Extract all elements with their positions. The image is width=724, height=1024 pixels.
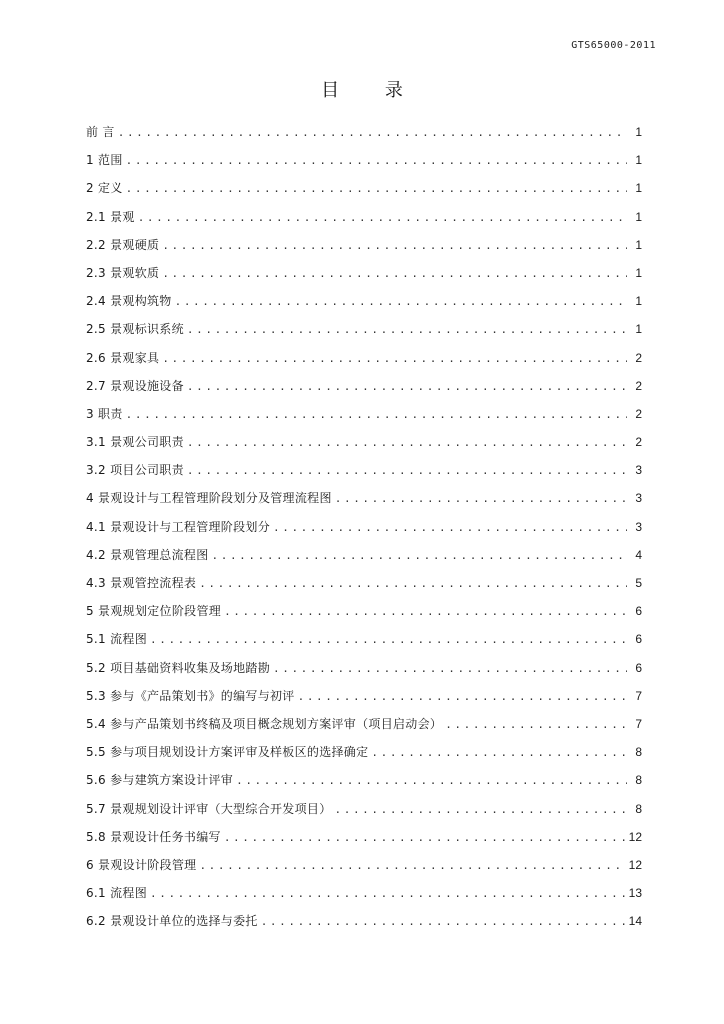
toc-entry-label: 4.3 景观管控流程表 — [86, 576, 197, 590]
toc-entry[interactable] — [86, 456, 642, 484]
standard-code: GTS65000-2011 — [571, 40, 656, 51]
table-of-contents — [86, 118, 642, 935]
toc-entry[interactable] — [86, 428, 642, 456]
toc-entry[interactable] — [86, 710, 642, 738]
toc-entry-label: 5.7 景观规划设计评审（大型综合开发项目） — [86, 801, 332, 816]
toc-entry-label: 5.4 参与产品策划书终稿及项目概念规划方案评审（项目启动会） — [86, 716, 443, 731]
toc-entry-page-number: 7 — [635, 688, 642, 703]
toc-entry[interactable] — [86, 513, 642, 541]
toc-dot-leader — [150, 880, 626, 907]
toc-entry-label: 2.4 景观构筑物 — [86, 294, 172, 309]
toc-entry-label: 3.1 景观公司职责 — [86, 435, 184, 450]
toc-entry-page-number: 1 — [635, 322, 642, 337]
toc-entry[interactable] — [86, 682, 642, 710]
toc-dot-leader — [298, 683, 627, 710]
toc-entry[interactable] — [86, 597, 642, 625]
toc-entry-label: 3.2 项目公司职责 — [86, 463, 184, 478]
toc-dot-leader — [162, 260, 627, 287]
toc-entry-page-number: 2 — [635, 350, 642, 365]
toc-entry[interactable] — [86, 851, 642, 879]
toc-entry-page-number: 8 — [635, 773, 642, 788]
toc-entry[interactable] — [86, 823, 642, 851]
toc-entry[interactable] — [86, 907, 642, 935]
toc-entry-label: 2.3 景观软质 — [86, 265, 160, 280]
toc-entry-label: 2.7 景观设施设备 — [86, 378, 184, 393]
toc-entry-page-number: 3 — [635, 463, 642, 478]
toc-dot-leader — [236, 767, 627, 794]
toc-entry-label: 2.6 景观家具 — [86, 350, 160, 365]
toc-dot-leader — [118, 119, 627, 146]
toc-entry-label: 4.2 景观管理总流程图 — [86, 547, 209, 562]
toc-dot-leader — [371, 739, 627, 766]
toc-entry-page-number: 1 — [635, 294, 642, 309]
toc-entry[interactable] — [86, 400, 642, 428]
toc-dot-leader — [187, 316, 627, 343]
toc-entry-page-number: 8 — [635, 801, 642, 816]
toc-entry-page-number: 12 — [628, 829, 642, 844]
toc-entry[interactable] — [86, 569, 642, 597]
toc-entry[interactable] — [86, 118, 642, 146]
toc-entry-page-number: 7 — [635, 716, 642, 731]
toc-entry-label: 4.1 景观设计与工程管理阶段划分 — [86, 519, 270, 534]
toc-entry[interactable] — [86, 174, 642, 202]
toc-entry-label: 5.2 项目基础资料收集及场地踏勘 — [86, 660, 270, 675]
toc-entry[interactable] — [86, 315, 642, 343]
toc-dot-leader — [126, 175, 627, 202]
toc-entry[interactable] — [86, 203, 642, 231]
toc-dot-leader — [126, 401, 627, 428]
toc-entry-page-number: 1 — [635, 153, 642, 168]
toc-entry-label: 2.1 景观 — [86, 209, 135, 224]
toc-dot-leader — [187, 373, 627, 400]
toc-entry-page-number: 14 — [628, 914, 642, 929]
toc-entry-page-number: 4 — [635, 547, 642, 562]
toc-entry[interactable] — [86, 484, 642, 512]
toc-entry-page-number: 1 — [635, 265, 642, 280]
toc-entry-page-number: 13 — [628, 886, 642, 901]
toc-entry[interactable] — [86, 287, 642, 315]
toc-dot-leader — [187, 457, 627, 484]
toc-dot-leader — [138, 204, 627, 231]
toc-dot-leader — [162, 232, 627, 259]
toc-entry-page-number: 1 — [635, 181, 642, 196]
toc-dot-leader — [199, 852, 625, 879]
toc-dot-leader — [224, 824, 626, 851]
toc-entry-page-number: 2 — [635, 378, 642, 393]
toc-entry-label: 2.2 景观硬质 — [86, 237, 160, 252]
toc-entry-page-number: 6 — [635, 632, 642, 647]
toc-entry-label: 4 景观设计与工程管理阶段划分及管理流程图 — [86, 491, 332, 506]
page-title: 目 录 — [321, 80, 423, 101]
toc-entry-label: 5.1 流程图 — [86, 632, 147, 647]
toc-entry-label: 5.8 景观设计任务书编写 — [86, 829, 221, 844]
toc-entry[interactable] — [86, 766, 642, 794]
toc-entry-label: 6.1 流程图 — [86, 886, 147, 901]
toc-entry-page-number: 8 — [635, 745, 642, 760]
toc-entry[interactable] — [86, 738, 642, 766]
toc-entry[interactable] — [86, 259, 642, 287]
toc-dot-leader — [224, 598, 627, 625]
toc-entry-label: 5.3 参与《产品策划书》的编写与初评 — [86, 688, 295, 703]
toc-entry-page-number: 6 — [635, 604, 642, 619]
toc-dot-leader — [261, 908, 626, 935]
toc-entry-page-number: 5 — [635, 576, 642, 590]
toc-entry[interactable] — [86, 344, 642, 372]
toc-entry[interactable] — [86, 795, 642, 823]
toc-dot-leader — [335, 485, 627, 512]
toc-dot-leader — [162, 345, 627, 372]
toc-entry-page-number: 3 — [635, 519, 642, 534]
toc-entry-label: 5.5 参与项目规划设计方案评审及样板区的选择确定 — [86, 745, 369, 760]
toc-entry-page-number: 1 — [635, 237, 642, 252]
toc-dot-leader — [150, 626, 627, 653]
toc-entry-label: 1 范围 — [86, 153, 123, 168]
toc-dot-leader — [199, 570, 627, 597]
toc-dot-leader — [187, 429, 627, 456]
toc-dot-leader — [273, 514, 627, 541]
toc-entry[interactable] — [86, 231, 642, 259]
toc-entry-page-number: 1 — [635, 125, 642, 139]
toc-entry-page-number: 6 — [635, 660, 642, 675]
toc-dot-leader — [335, 796, 628, 823]
toc-entry-label: 5 景观规划定位阶段管理 — [86, 604, 222, 619]
toc-entry-label: 2 定义 — [86, 181, 123, 196]
toc-entry-page-number: 2 — [635, 406, 642, 421]
toc-dot-leader — [273, 655, 627, 682]
toc-entry-page-number: 2 — [635, 435, 642, 450]
toc-entry[interactable] — [86, 146, 642, 174]
toc-entry-label: 3 职责 — [86, 406, 123, 421]
toc-entry-label: 2.5 景观标识系统 — [86, 322, 184, 337]
toc-entry-label: 5.6 参与建筑方案设计评审 — [86, 773, 234, 788]
toc-entry-page-number: 1 — [635, 209, 642, 224]
toc-dot-leader — [175, 288, 627, 315]
toc-entry-page-number: 12 — [628, 857, 642, 872]
toc-entry-page-number: 3 — [635, 491, 642, 506]
toc-entry[interactable] — [86, 625, 642, 653]
toc-entry-label: 6 景观设计阶段管理 — [86, 857, 197, 872]
toc-entry[interactable] — [86, 654, 642, 682]
toc-dot-leader — [445, 711, 627, 738]
toc-dot-leader — [126, 147, 627, 174]
toc-entry-label: 前 言 — [86, 125, 115, 139]
toc-entry[interactable] — [86, 372, 642, 400]
toc-entry[interactable] — [86, 541, 642, 569]
toc-entry-label: 6.2 景观设计单位的选择与委托 — [86, 914, 258, 929]
toc-entry[interactable] — [86, 879, 642, 907]
toc-dot-leader — [212, 542, 628, 569]
